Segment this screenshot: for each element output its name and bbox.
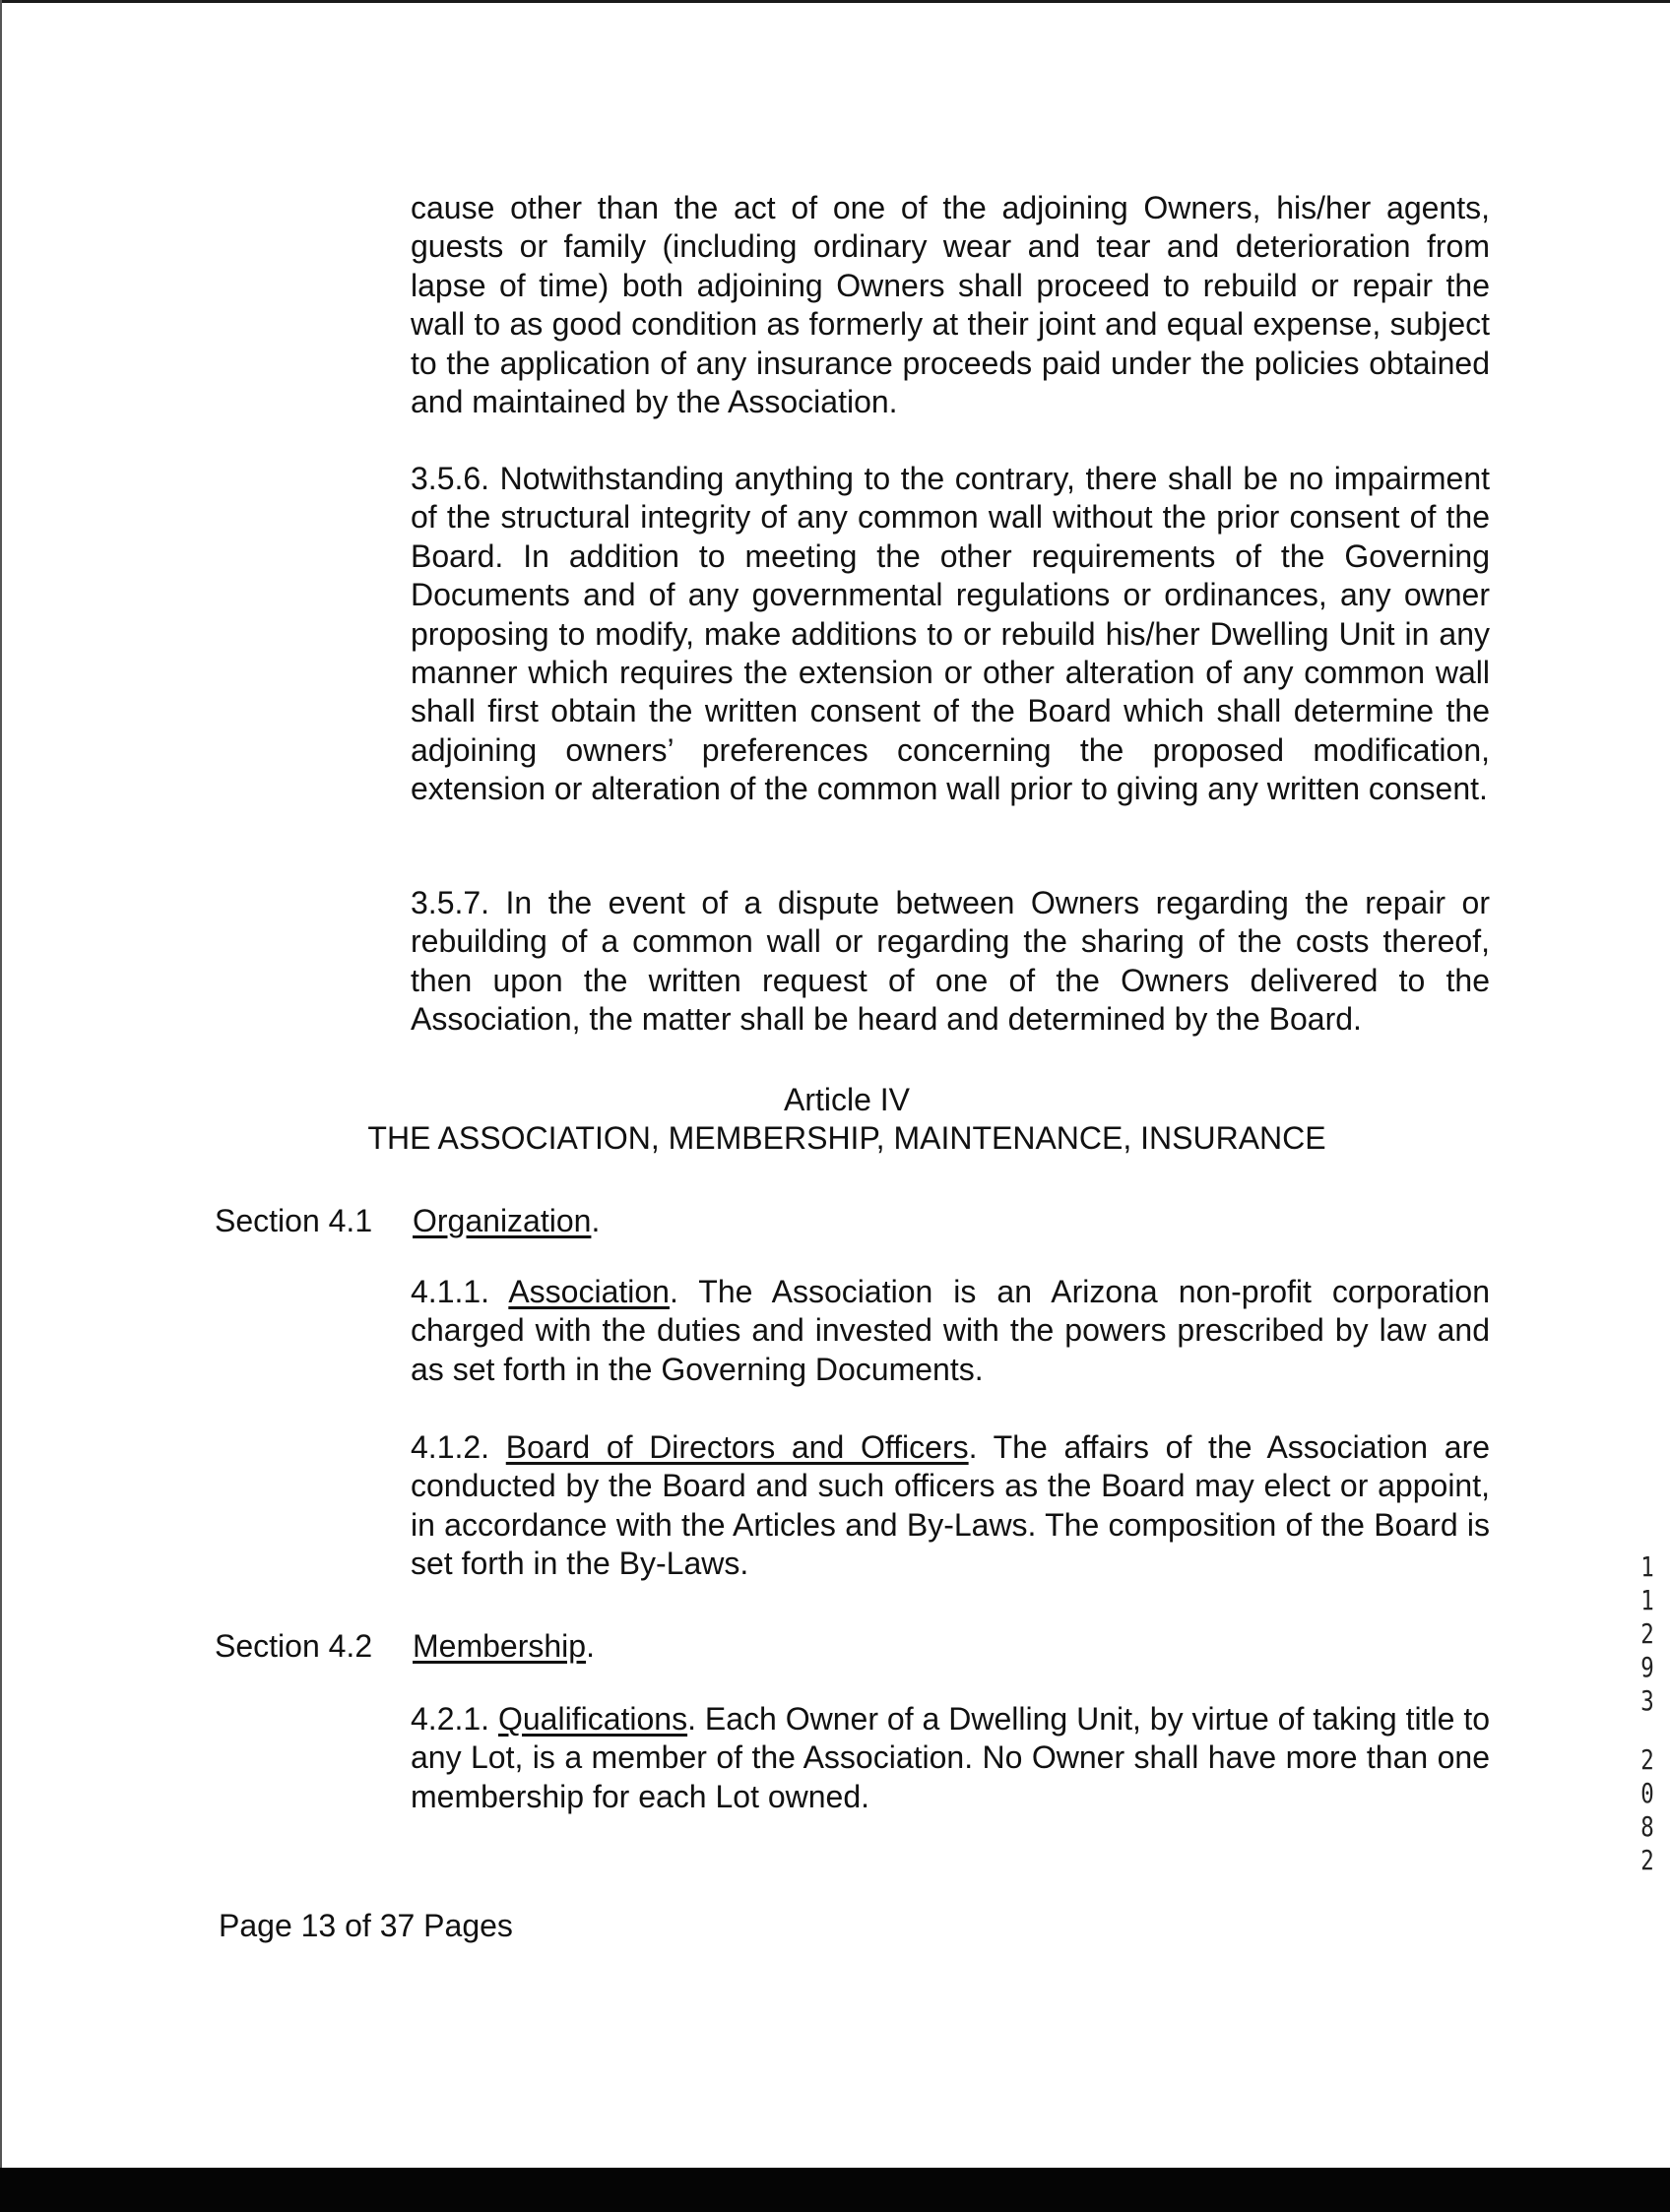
stamp-digit: 9 (1640, 1651, 1654, 1683)
stamp-digit: 3 (1640, 1684, 1654, 1717)
scan-border-left (0, 0, 2, 2212)
section-title-period: . (591, 1203, 601, 1238)
subsection-number: 4.2.1. (411, 1701, 490, 1737)
subsection-text: . The Association is an Arizona non-profit corporation charged with the duties and invested with the powers prescribed by law and as set forth in the Governing Documents. (411, 1274, 1491, 1387)
stamp-digit: 2 (1640, 1844, 1654, 1876)
stamp-digit: 2 (1640, 1743, 1654, 1776)
scan-border-top (0, 0, 1670, 3)
subsection-number: 4.1.1. (411, 1274, 490, 1309)
stamp-digit: 1 (1640, 1550, 1654, 1583)
paragraph-3-5-7: 3.5.7. In the event of a dispute between Owners regarding the repair or rebuilding of a common wall or regarding the sharing of the costs thereof, then upon the written request of one of the Owners delivered to the Association, the matter shall be heard and determined by the Board. (411, 885, 1490, 1038)
section-number: Section 4.1 (215, 1203, 373, 1238)
stamp-digit: 0 (1640, 1777, 1654, 1809)
article-number: Article IV (783, 1082, 911, 1117)
article-title: THE ASSOCIATION, MEMBERSHIP, MAINTENANCE, INSURANCE (367, 1120, 1326, 1156)
paragraph-continuation: cause other than the act of one of the adjoining Owners, his/her agents, guests or family (including ordinary wear and tear and deterioration from lapse of time) both adjoining Owners shall proceed to rebuild or repair the wall to as good condition as formerly at their joint and equal expense, subject to the application of any insurance proceeds paid under the policies obtained and maintained by the Association. (411, 190, 1490, 420)
stamp-digit: 1 (1640, 1584, 1654, 1616)
stamp-digit: 2 (1640, 1617, 1654, 1650)
stamp-digit: 8 (1640, 1810, 1654, 1843)
section-title: Organization (413, 1203, 592, 1238)
subsection-text: . Each Owner of a Dwelling Unit, by virtue of taking title to any Lot, is a member of the Association. No Owner shall have more than one membership for each Lot owned. (411, 1701, 1491, 1814)
paragraph-3-5-6: 3.5.6. Notwithstanding anything to the contrary, there shall be no impairment of the structural integrity of any common wall without the prior consent of the Board. In addition to meeting the other requirements of the Governing Documents and of any governmental regulations or ordinances, any owner proposing to modify, make additions to or rebuild his/her Dwelling Unit in any manner which requires the extension or other alteration of any common wall shall first obtain the written consent of the Board which shall determine the adjoining owners’ preferences concerning the proposed modification, extension or alteration of the common wall prior to giving any written consent. (411, 461, 1490, 807)
page-footer: Page 13 of 37 Pages (219, 1908, 513, 1943)
section-4-2-heading (215, 1627, 595, 1665)
scan-border-bottom (0, 2168, 1670, 2212)
paragraph-4-1-1 (411, 1273, 1490, 1389)
section-title-period: . (586, 1628, 595, 1664)
subsection-number: 4.1.2. (411, 1429, 490, 1465)
subsection-title: Association (508, 1274, 670, 1309)
section-number: Section 4.2 (215, 1628, 373, 1664)
paragraph-4-1-2 (411, 1428, 1490, 1584)
subsection-title: Qualifications (497, 1701, 688, 1737)
subsection-text: . The affairs of the Association are conducted by the Board and such officers as the Board may elect or appoint, in accordance with the Articles and By-Laws. The composition of the Board is set forth in the By-Laws. (411, 1429, 1491, 1582)
subsection-title: Board of Directors and Officers (505, 1429, 969, 1465)
section-4-1-heading (215, 1202, 600, 1239)
paragraph-4-2-1 (411, 1700, 1490, 1816)
stamp-gap (1636, 1718, 1659, 1743)
section-title: Membership (413, 1628, 587, 1664)
recording-number-stamp (1636, 1550, 1659, 1877)
